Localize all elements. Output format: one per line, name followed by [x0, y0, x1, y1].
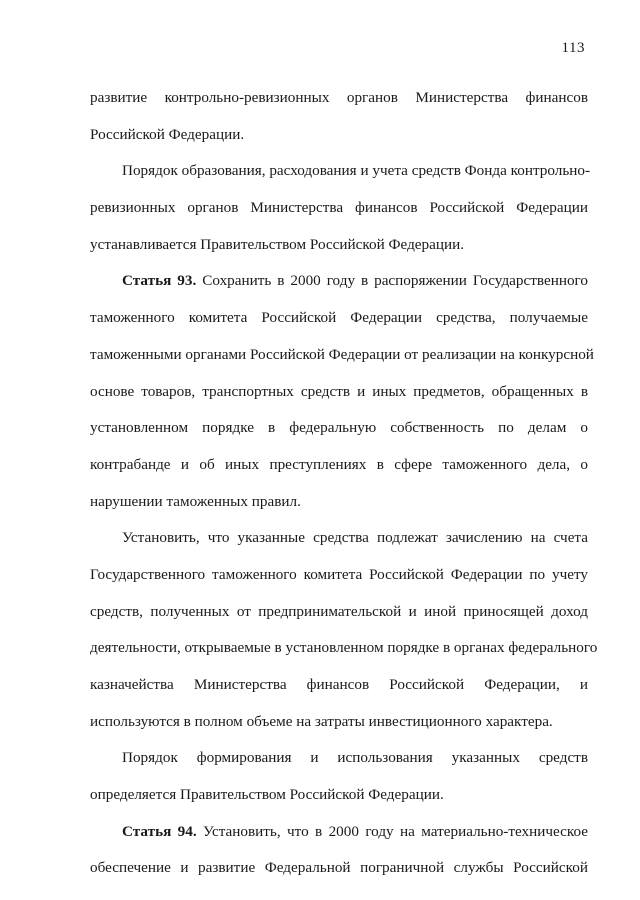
text-line: [90, 153, 591, 190]
line-text: казначейства Министерства финансов Российской Федерации, и: [90, 676, 588, 693]
line-text: основе товаров, транспортных средств и иных предметов, обращенных в: [90, 382, 588, 400]
text-line: [90, 740, 588, 777]
line-text: обеспечение и развитие Федеральной пограничной службы Российской: [90, 859, 588, 877]
line-text: Сохранить в 2000 году в распоряжении Государственного: [202, 272, 588, 290]
text-line: [90, 594, 588, 631]
text-line: [90, 704, 588, 741]
text-line: [90, 80, 588, 117]
page-number: 113: [561, 40, 585, 56]
text-line: [90, 557, 588, 594]
line-text: контрабанде и об иных преступлениях в сфере таможенного дела, о: [90, 455, 588, 473]
line-text: Государственного таможенного комитета Российской Федерации по учету: [90, 565, 588, 583]
document-body: [90, 80, 598, 887]
line-text: Установить, что указанные средства подлежат зачислению на счета: [122, 529, 588, 547]
line-text: нарушении таможенных правил.: [90, 492, 301, 510]
text-line: [90, 374, 588, 411]
line-text: устанавливается Правительством Российской Федерации.: [90, 235, 465, 253]
line-text: развитие контрольно-ревизионных органов Министерства финансов: [90, 89, 588, 106]
line-text: ревизионных органов Министерства финансов Российской Федерации: [90, 199, 588, 217]
text-line: [90, 117, 588, 154]
text-line: [90, 227, 588, 264]
text-line: [90, 850, 588, 887]
article-label: Статья 93.: [122, 272, 197, 290]
text-line: [90, 300, 588, 337]
text-line: [90, 337, 594, 374]
text-line: [90, 190, 588, 227]
line-text: таможенными органами Российской Федерации от реализации на конкурсной: [90, 345, 594, 363]
text-line: [90, 520, 588, 557]
line-text: Установить, что в 2000 году на материально-техническое: [203, 822, 589, 840]
line-text: средств, полученных от предпринимательской и иной приносящей доход: [90, 602, 588, 620]
text-line: [90, 630, 598, 667]
line-text: определяется Правительством Российской Федерации.: [90, 786, 444, 804]
text-line: [90, 484, 588, 521]
article-label: Статья 94.: [122, 822, 197, 840]
text-line: [90, 667, 588, 704]
line-text: Порядок формирования и использования указанных средств: [122, 749, 588, 767]
line-text: используются в полном объеме на затраты инвестиционного характера.: [90, 712, 553, 730]
text-line: [90, 447, 588, 484]
line-text: Порядок образования, расходования и учета средств Фонда контрольно-: [122, 162, 591, 180]
line-text: таможенного комитета Российской Федерации средства, получаемые: [90, 309, 588, 327]
text-line: [90, 777, 588, 814]
line-text: Российской Федерации.: [90, 125, 245, 143]
text-line: [90, 814, 588, 851]
text-line: [90, 263, 588, 300]
line-text: деятельности, открываемые в установленном порядке в органах федерального: [90, 639, 598, 657]
text-line: [90, 410, 588, 447]
line-text: установленном порядке в федеральную собственность по делам о: [90, 419, 588, 437]
